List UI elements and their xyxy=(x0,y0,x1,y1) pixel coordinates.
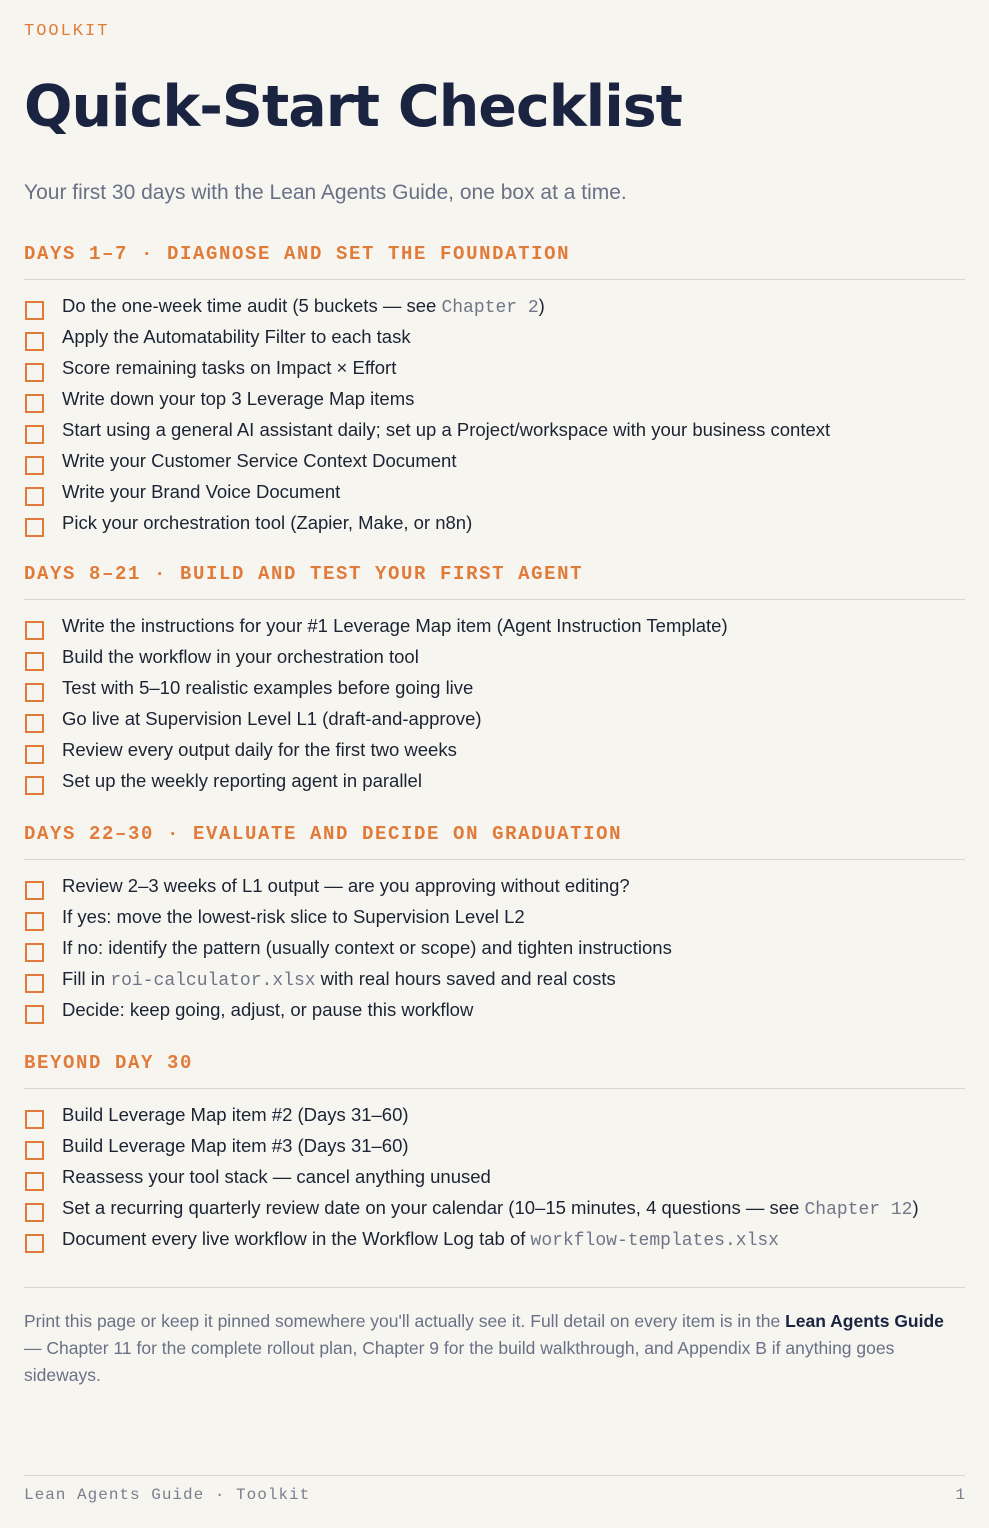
item-text-part: with real hours saved and real costs xyxy=(315,968,616,989)
running-footer: Lean Agents Guide · Toolkit xyxy=(24,1486,311,1504)
checkbox[interactable] xyxy=(25,1172,44,1191)
guide-name: Lean Agents Guide xyxy=(785,1311,944,1331)
checklist-item-text xyxy=(62,387,414,411)
eyebrow-label: TOOLKIT xyxy=(24,22,110,41)
checklist-item xyxy=(24,998,965,1029)
checklist-item xyxy=(24,418,965,449)
checklist-item xyxy=(24,1165,965,1196)
item-text-part: Pick your orchestration tool (Zapier, Make, or n8n) xyxy=(62,512,473,533)
item-text-part: Go live at Supervision Level L1 (draft-and-approve) xyxy=(62,708,482,729)
section-divider xyxy=(24,279,965,280)
checklist-item xyxy=(24,769,965,800)
page-number: 1 xyxy=(955,1486,965,1504)
checkbox[interactable] xyxy=(25,1005,44,1024)
item-text-part: Build Leverage Map item #3 (Days 31–60) xyxy=(62,1135,409,1156)
checklist-item-text xyxy=(62,614,728,638)
checklist-item-text xyxy=(62,480,340,504)
item-text-part: Review 2–3 weeks of L1 output — are you approving without editing? xyxy=(62,875,630,896)
checklist-item-text xyxy=(62,1196,919,1222)
code-reference: Chapter 2 xyxy=(441,298,539,318)
item-text-part: Write your Brand Voice Document xyxy=(62,481,341,502)
checklist-section xyxy=(24,1051,965,1258)
checklist-item xyxy=(24,936,965,967)
checkbox[interactable] xyxy=(25,683,44,702)
checklist-item xyxy=(24,1103,965,1134)
checkbox[interactable] xyxy=(25,487,44,506)
checkbox[interactable] xyxy=(25,332,44,351)
checklist-item xyxy=(24,614,965,645)
checklist-item-text xyxy=(62,511,472,535)
checkbox[interactable] xyxy=(25,621,44,640)
page-title: Quick-Start Checklist xyxy=(24,74,682,140)
checkbox[interactable] xyxy=(25,394,44,413)
page-subtitle: Your first 30 days with the Lean Agents Guide, one box at a time. xyxy=(24,181,627,204)
item-text-part: ) xyxy=(912,1197,919,1218)
item-text-part: Review every output daily for the first two weeks xyxy=(62,739,457,760)
item-text-part: Test with 5–10 realistic examples before going live xyxy=(62,677,474,698)
item-text-part: Start using a general AI assistant daily; set up a Project/workspace with your business context xyxy=(62,419,831,440)
item-text-part: Fill in xyxy=(62,968,111,989)
divider xyxy=(24,1287,965,1288)
checkbox[interactable] xyxy=(25,714,44,733)
code-reference: workflow-templates.xlsx xyxy=(530,1231,779,1251)
section-heading: DAYS 22–30 · EVALUATE AND DECIDE ON GRADUATION xyxy=(24,823,623,845)
checklist-item xyxy=(24,480,965,511)
checklist-item xyxy=(24,387,965,418)
section-divider xyxy=(24,859,965,860)
item-text-part: Build the workflow in your orchestration tool xyxy=(62,646,419,667)
checkbox[interactable] xyxy=(25,1234,44,1253)
checklist-item-text xyxy=(62,967,616,993)
checklist-page xyxy=(24,0,965,1528)
item-text-part: Set up the weekly reporting agent in parallel xyxy=(62,770,422,791)
item-text-part: Write down your top 3 Leverage Map items xyxy=(62,388,415,409)
checklist-item-text xyxy=(62,449,456,473)
item-text-part: Score remaining tasks on Impact × Effort xyxy=(62,357,397,378)
checklist-item-text xyxy=(62,998,473,1022)
checklist-item xyxy=(24,967,965,998)
section-divider xyxy=(24,599,965,600)
checklist-item-text xyxy=(62,738,457,762)
checkbox[interactable] xyxy=(25,363,44,382)
item-text-part: Apply the Automatability Filter to each task xyxy=(62,326,411,347)
checkbox[interactable] xyxy=(25,518,44,537)
item-text-part: If no: identify the pattern (usually context or scope) and tighten instructions xyxy=(62,937,672,958)
checkbox[interactable] xyxy=(25,301,44,320)
checkbox[interactable] xyxy=(25,745,44,764)
checkbox[interactable] xyxy=(25,974,44,993)
checklist-item-text xyxy=(62,418,830,442)
checklist-item-text xyxy=(62,1227,779,1253)
checklist-item-text xyxy=(62,874,630,898)
checkbox[interactable] xyxy=(25,912,44,931)
code-reference: roi-calculator.xlsx xyxy=(110,971,316,991)
item-text-part: Write the instructions for your #1 Leverage Map item (Agent Instruction Template) xyxy=(62,615,728,636)
section-heading: DAYS 1–7 · DIAGNOSE AND SET THE FOUNDATION xyxy=(24,243,571,265)
checklist-item xyxy=(24,905,965,936)
section-heading: DAYS 8–21 · BUILD AND TEST YOUR FIRST AGENT xyxy=(24,563,584,585)
checkbox[interactable] xyxy=(25,652,44,671)
checklist-item-text xyxy=(62,1103,409,1127)
item-text-part: Document every live workflow in the Workflow Log tab of xyxy=(62,1228,531,1249)
checklist-section xyxy=(24,242,965,542)
item-text-part: Reassess your tool stack — cancel anything unused xyxy=(62,1166,491,1187)
checklist-item xyxy=(24,294,965,325)
item-text-part: Decide: keep going, adjust, or pause this workflow xyxy=(62,999,474,1020)
footer-note xyxy=(24,1308,965,1389)
checklist-item-text xyxy=(62,645,419,669)
checklist-item-text xyxy=(62,676,473,700)
note-text: Print this page or keep it pinned somewhere you'll actually see it. Full detail on every item is in the xyxy=(24,1311,786,1331)
checklist-item xyxy=(24,707,965,738)
checklist-item xyxy=(24,1134,965,1165)
checklist-item xyxy=(24,738,965,769)
checklist-item xyxy=(24,1227,965,1258)
note-text-rest: — Chapter 11 for the complete rollout plan, Chapter 9 for the build walkthrough, and Appendix B if anything goes sideways. xyxy=(24,1338,895,1385)
section-divider xyxy=(24,1088,965,1089)
checklist-item xyxy=(24,1196,965,1227)
checklist-item xyxy=(24,356,965,387)
item-text-part: Build Leverage Map item #2 (Days 31–60) xyxy=(62,1104,409,1125)
checklist-item xyxy=(24,325,965,356)
item-text-part: ) xyxy=(538,295,545,316)
checkbox[interactable] xyxy=(25,425,44,444)
checkbox[interactable] xyxy=(25,456,44,475)
checklist-item xyxy=(24,874,965,905)
checklist-item-text xyxy=(62,707,482,731)
checklist-item-text xyxy=(62,769,422,793)
checklist-item-text xyxy=(62,905,525,929)
checkbox[interactable] xyxy=(25,1203,44,1222)
checkbox[interactable] xyxy=(25,776,44,795)
checkbox[interactable] xyxy=(25,943,44,962)
checklist-item-text xyxy=(62,356,396,380)
item-text-part: Do the one-week time audit (5 buckets — see xyxy=(62,295,442,316)
checklist-item-text xyxy=(62,325,411,349)
item-text-part: Write your Customer Service Context Document xyxy=(62,450,457,471)
checkbox[interactable] xyxy=(25,1110,44,1129)
checklist-item xyxy=(24,511,965,542)
divider xyxy=(24,1475,965,1476)
section-heading: BEYOND DAY 30 xyxy=(24,1052,194,1074)
checkbox[interactable] xyxy=(25,1141,44,1160)
checklist-item-text xyxy=(62,294,545,320)
checklist-item xyxy=(24,676,965,707)
item-text-part: If yes: move the lowest-risk slice to Supervision Level L2 xyxy=(62,906,525,927)
checklist-item xyxy=(24,449,965,480)
checklist-item-text xyxy=(62,1134,409,1158)
checklist-section xyxy=(24,562,965,800)
checklist-section xyxy=(24,822,965,1029)
checklist-item-text xyxy=(62,1165,491,1189)
checklist-item-text xyxy=(62,936,672,960)
item-text-part: Set a recurring quarterly review date on your calendar (10–15 minutes, 4 questions — see xyxy=(62,1197,805,1218)
checkbox[interactable] xyxy=(25,881,44,900)
checklist-item xyxy=(24,645,965,676)
code-reference: Chapter 12 xyxy=(804,1200,913,1220)
